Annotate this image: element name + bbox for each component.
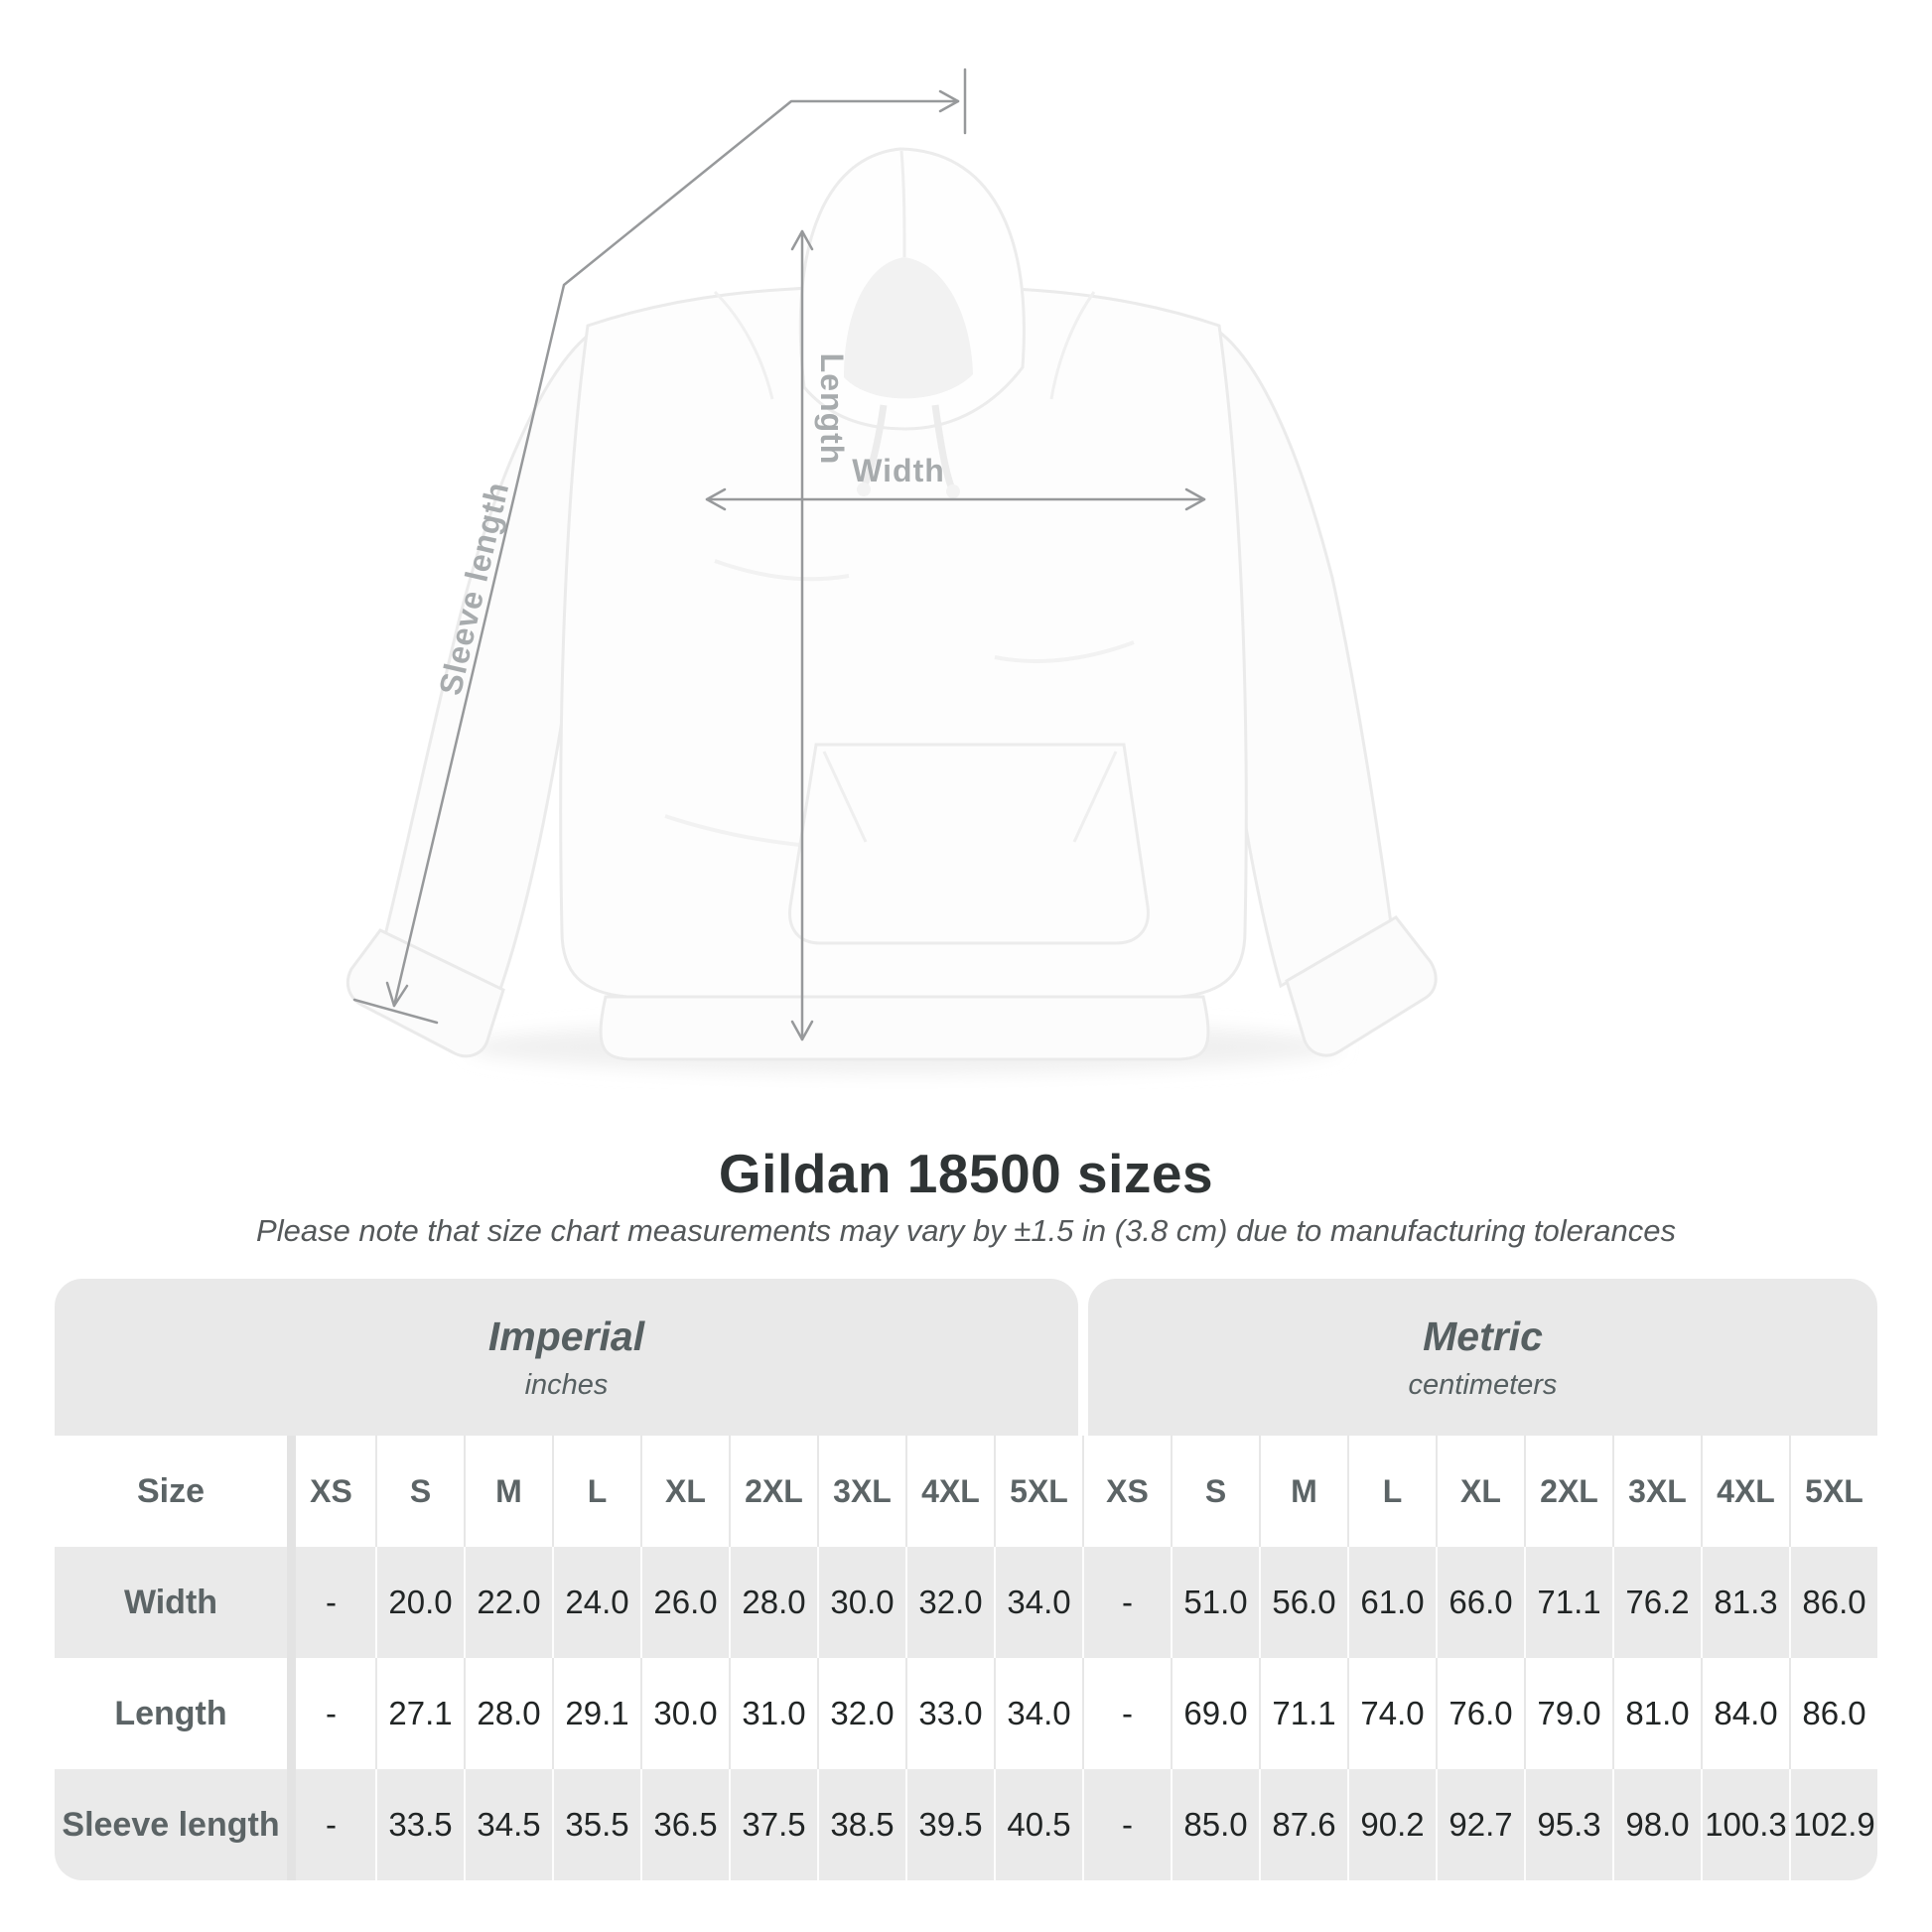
table-row-sleeve-length: [55, 1769, 1877, 1880]
size-col-metric-4XL: 4XL: [1701, 1436, 1789, 1547]
unit-band: [55, 1279, 1877, 1436]
value-cell-metric-XS: -: [1082, 1547, 1171, 1658]
size-col-metric-XL: XL: [1436, 1436, 1524, 1547]
value-cell-imperial-3XL: 38.5: [817, 1769, 905, 1880]
label-column-divider: [287, 1436, 296, 1880]
imperial-label: Imperial: [487, 1312, 645, 1359]
value-cell-metric-M: 87.6: [1259, 1769, 1347, 1880]
value-cell-metric-XS: -: [1082, 1658, 1171, 1769]
size-col-imperial-2XL: 2XL: [729, 1436, 817, 1547]
size-col-imperial-5XL: 5XL: [994, 1436, 1082, 1547]
unit-band-imperial: [55, 1279, 1078, 1436]
hoodie-diagram: [248, 60, 1489, 1132]
size-col-metric-5XL: 5XL: [1789, 1436, 1877, 1547]
value-cell-metric-3XL: 98.0: [1612, 1769, 1701, 1880]
row-label: Width: [123, 1583, 218, 1621]
hoodie-photo: [347, 149, 1436, 1073]
table-row-width: [55, 1547, 1877, 1658]
value-cell-imperial-L: 35.5: [552, 1769, 640, 1880]
unit-band-gap: [1078, 1279, 1088, 1436]
size-col-imperial-4XL: 4XL: [905, 1436, 994, 1547]
value-cell-metric-3XL: 81.0: [1612, 1658, 1701, 1769]
value-cell-metric-XS: -: [1082, 1769, 1171, 1880]
row-label: Sleeve length: [62, 1805, 280, 1844]
size-table-card: [55, 1279, 1877, 1880]
value-cell-imperial-4XL: 32.0: [905, 1547, 994, 1658]
page-title: Gildan 18500 sizes: [718, 1143, 1214, 1204]
value-cell-imperial-M: 28.0: [464, 1658, 552, 1769]
value-cell-metric-L: 90.2: [1347, 1769, 1436, 1880]
value-cell-metric-2XL: 79.0: [1524, 1658, 1612, 1769]
size-col-metric-XS: XS: [1082, 1436, 1171, 1547]
size-col-metric-L: L: [1347, 1436, 1436, 1547]
size-col-metric-S: S: [1171, 1436, 1259, 1547]
table-row-length: [55, 1658, 1877, 1769]
unit-band-metric: [1088, 1279, 1877, 1436]
row-label: Length: [114, 1694, 227, 1732]
size-col-imperial-M: M: [464, 1436, 552, 1547]
value-cell-imperial-2XL: 28.0: [729, 1547, 817, 1658]
value-cell-imperial-XL: 36.5: [640, 1769, 729, 1880]
value-cell-imperial-5XL: 34.0: [994, 1547, 1082, 1658]
value-cell-imperial-XS: -: [326, 1806, 337, 1843]
value-cell-metric-XL: 66.0: [1436, 1547, 1524, 1658]
imperial-unit: inches: [524, 1368, 609, 1401]
size-col-imperial-S: S: [375, 1436, 464, 1547]
value-cell-metric-5XL: 86.0: [1789, 1658, 1877, 1769]
value-cell-metric-5XL: 102.9: [1789, 1769, 1877, 1880]
value-cell-metric-2XL: 71.1: [1524, 1547, 1612, 1658]
value-cell-imperial-XS: -: [326, 1584, 337, 1620]
metric-unit: centimeters: [1408, 1368, 1558, 1401]
value-cell-imperial-S: 27.1: [375, 1658, 464, 1769]
size-col-imperial-XL: XL: [640, 1436, 729, 1547]
value-cell-imperial-M: 22.0: [464, 1547, 552, 1658]
size-header-label: Size: [136, 1471, 206, 1510]
size-table-body: [55, 1436, 1877, 1880]
value-cell-imperial-XL: 30.0: [640, 1658, 729, 1769]
value-cell-metric-3XL: 76.2: [1612, 1547, 1701, 1658]
value-cell-imperial-3XL: 32.0: [817, 1658, 905, 1769]
value-cell-imperial-L: 29.1: [552, 1658, 640, 1769]
metric-label: Metric: [1423, 1312, 1543, 1359]
value-cell-imperial-2XL: 31.0: [729, 1658, 817, 1769]
value-cell-imperial-XL: 26.0: [640, 1547, 729, 1658]
value-cell-metric-XL: 76.0: [1436, 1658, 1524, 1769]
sleeve-length-label: Sleeve length: [432, 478, 516, 699]
value-cell-metric-M: 71.1: [1259, 1658, 1347, 1769]
size-col-imperial-3XL: 3XL: [817, 1436, 905, 1547]
size-col-metric-3XL: 3XL: [1612, 1436, 1701, 1547]
value-cell-metric-L: 61.0: [1347, 1547, 1436, 1658]
value-cell-metric-5XL: 86.0: [1789, 1547, 1877, 1658]
value-cell-imperial-L: 24.0: [552, 1547, 640, 1658]
value-cell-metric-S: 51.0: [1171, 1547, 1259, 1658]
value-cell-metric-2XL: 95.3: [1524, 1769, 1612, 1880]
value-cell-imperial-S: 33.5: [375, 1769, 464, 1880]
value-cell-metric-M: 56.0: [1259, 1547, 1347, 1658]
value-cell-metric-XL: 92.7: [1436, 1769, 1524, 1880]
value-cell-imperial-5XL: 34.0: [994, 1658, 1082, 1769]
width-label: Width: [852, 453, 945, 488]
value-cell-metric-S: 69.0: [1171, 1658, 1259, 1769]
value-cell-imperial-3XL: 30.0: [817, 1547, 905, 1658]
value-cell-imperial-S: 20.0: [375, 1547, 464, 1658]
size-header-row: [55, 1436, 1877, 1547]
value-cell-metric-4XL: 81.3: [1701, 1547, 1789, 1658]
value-cell-imperial-M: 34.5: [464, 1769, 552, 1880]
value-cell-metric-L: 74.0: [1347, 1658, 1436, 1769]
size-col-metric-2XL: 2XL: [1524, 1436, 1612, 1547]
value-cell-metric-4XL: 84.0: [1701, 1658, 1789, 1769]
length-label: Length: [814, 352, 850, 466]
value-cell-imperial-4XL: 39.5: [905, 1769, 994, 1880]
value-cell-imperial-2XL: 37.5: [729, 1769, 817, 1880]
size-col-imperial-L: L: [552, 1436, 640, 1547]
value-cell-imperial-5XL: 40.5: [994, 1769, 1082, 1880]
size-col-metric-M: M: [1259, 1436, 1347, 1547]
size-col-imperial-XS: XS: [310, 1472, 352, 1509]
value-cell-metric-S: 85.0: [1171, 1769, 1259, 1880]
value-cell-imperial-XS: -: [326, 1695, 337, 1731]
value-cell-metric-4XL: 100.3: [1701, 1769, 1789, 1880]
tolerance-note: Please note that size chart measurements may vary by ±1.5 in (3.8 cm) due to manufacturing tolerances: [256, 1213, 1676, 1248]
value-cell-imperial-4XL: 33.0: [905, 1658, 994, 1769]
